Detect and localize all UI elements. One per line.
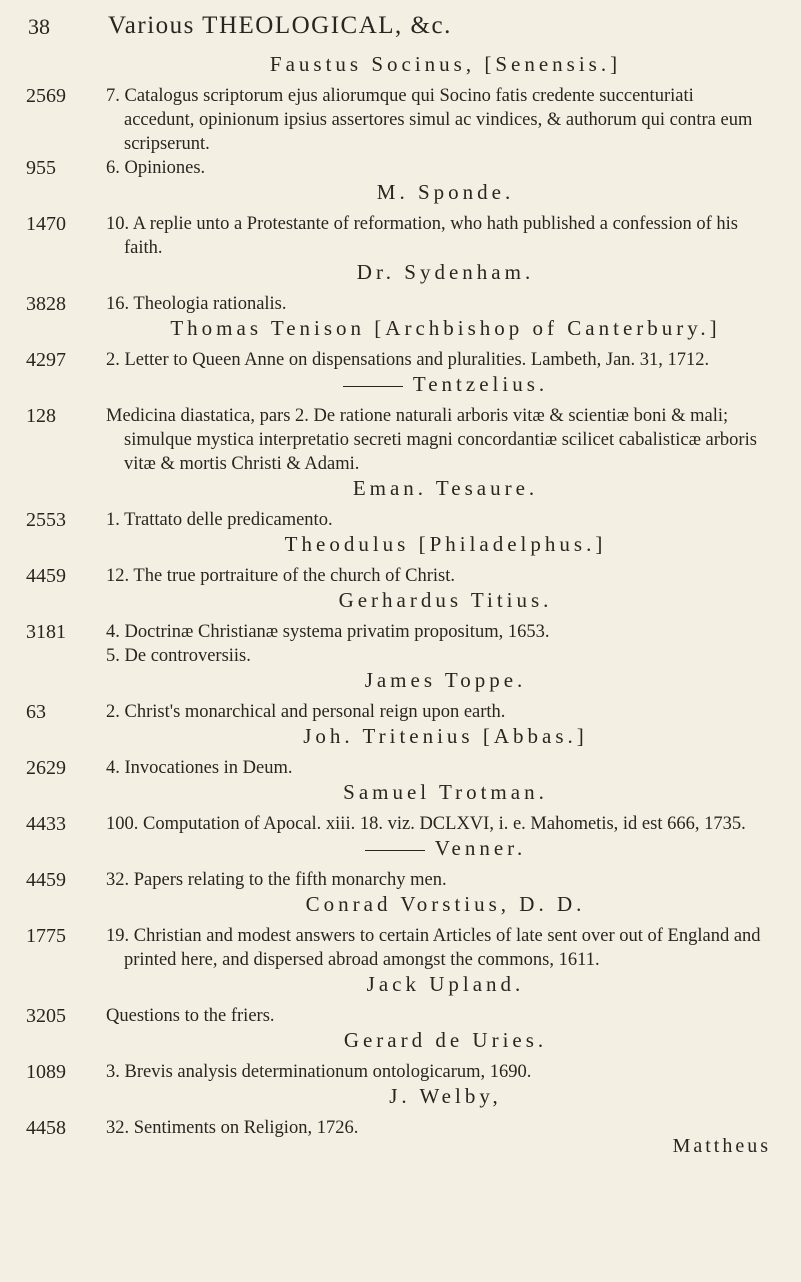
author-name: J. Welby, — [389, 1084, 502, 1108]
author-heading — [0, 372, 801, 404]
author-name: Dr. Sydenham. — [356, 260, 535, 284]
shelf-number: 1089 — [26, 1061, 66, 1083]
entry-text: 32. Papers relating to the fifth monarchy men. — [106, 870, 447, 890]
entry-text: 3. Brevis analysis determinationum ontologicarum, 1690. — [106, 1062, 532, 1082]
shelf-number: 3828 — [26, 293, 66, 315]
entry-text: 12. The true portraiture of the church of Christ. — [106, 566, 455, 586]
entry-text: 6. Opiniones. — [106, 158, 206, 178]
author-heading — [0, 668, 801, 700]
entry-text: 7. Catalogus scriptorum ejus aliorumque qui Socino fatis credente succenturiati accedunt, opinionum ipsius assertores simul ac vindices, & authorum qui contra eum scripserunt. — [106, 86, 753, 154]
entry-text: 2. Letter to Queen Anne on dispensations and pluralities. Lambeth, Jan. 31, 1712. — [106, 350, 710, 370]
shelf-number: 3181 — [26, 621, 66, 643]
shelf-number: 4433 — [26, 813, 66, 835]
catalogue-entry — [0, 348, 801, 372]
author-heading — [0, 52, 801, 84]
catalogue-entry — [0, 644, 801, 668]
ditto-rule — [365, 850, 425, 851]
author-heading — [0, 892, 801, 924]
author-heading — [0, 1084, 801, 1116]
shelf-number: 4458 — [26, 1117, 66, 1139]
catalogue-entry — [0, 756, 801, 780]
author-name: Joh. Tritenius [Abbas.] — [303, 724, 588, 748]
author-heading — [0, 316, 801, 348]
entry-text: 16. Theologia rationalis. — [106, 294, 287, 314]
author-heading — [0, 532, 801, 564]
shelf-number: 3205 — [26, 1005, 66, 1027]
shelf-number: 1775 — [26, 925, 66, 947]
shelf-number: 4459 — [26, 565, 66, 587]
catchword: Mattheus — [672, 1135, 771, 1157]
ditto-rule — [343, 386, 403, 387]
page-header — [0, 8, 801, 48]
entry-text: 100. Computation of Apocal. xiii. 18. viz. DCLXVI, i. e. Mahometis, id est 666, 1735. — [106, 814, 746, 834]
shelf-number: 2629 — [26, 757, 66, 779]
author-name: Faustus Socinus, [Senensis.] — [269, 52, 622, 76]
author-name: Gerhardus Titius. — [338, 588, 553, 612]
catalogue-entry — [0, 924, 801, 972]
author-name: Gerard de Uries. — [343, 1028, 548, 1052]
entry-text: 5. De controversiis. — [106, 646, 251, 666]
catalogue-entry — [0, 700, 801, 724]
shelf-number: 4297 — [26, 349, 66, 371]
author-name: James Toppe. — [364, 668, 527, 692]
author-name: M. Sponde. — [376, 180, 515, 204]
catalogue-entry — [0, 812, 801, 836]
entry-text: 10. A replie unto a Protestante of reformation, who hath published a confession of his faith. — [106, 214, 738, 258]
catalogue-entry — [0, 292, 801, 316]
author-name: Jack Upland. — [366, 972, 525, 996]
catalogue-entry — [0, 1060, 801, 1084]
entry-text: 4. Invocationes in Deum. — [106, 758, 293, 778]
running-title: Various THEOLOGICAL, &c. — [108, 12, 452, 39]
shelf-number: 4459 — [26, 869, 66, 891]
catalogue-entry — [0, 212, 801, 260]
shelf-number: 955 — [26, 157, 56, 179]
author-name: Venner. — [434, 836, 527, 860]
catalogue-entry — [0, 84, 801, 156]
author-heading — [0, 724, 801, 756]
author-heading — [0, 260, 801, 292]
catalogue-entry — [0, 1004, 801, 1028]
author-heading — [0, 476, 801, 508]
author-heading — [0, 588, 801, 620]
page-number: 38 — [28, 14, 50, 39]
author-heading — [0, 972, 801, 1004]
shelf-number: 2553 — [26, 509, 66, 531]
shelf-number: 1470 — [26, 213, 66, 235]
entry-text: 1. Trattato delle predicamento. — [106, 510, 333, 530]
author-name: Conrad Vorstius, D. D. — [305, 892, 586, 916]
entry-text: Questions to the friers. — [106, 1006, 275, 1026]
catalogue-body — [0, 52, 801, 1140]
author-heading — [0, 780, 801, 812]
author-name: Tentzelius. — [412, 372, 549, 396]
author-name: Samuel Trotman. — [343, 780, 548, 804]
entry-text: Medicina diastatica, pars 2. De ratione naturali arboris vitæ & scientiæ boni & mali; simulque mystica interpretatio secreti magni concordantiæ scilicet cabalisticæ arboris vitæ & mortis Christi & Adami. — [106, 406, 757, 474]
catalogue-entry — [0, 156, 801, 180]
catalogue-entry — [0, 404, 801, 476]
author-name: Eman. Tesaure. — [352, 476, 539, 500]
shelf-number: 128 — [26, 405, 56, 427]
author-heading — [0, 180, 801, 212]
author-heading — [0, 836, 801, 868]
entry-text: 19. Christian and modest answers to certain Articles of late sent over out of England and printed here, and dispersed abroad amongst the commons, 1611. — [106, 926, 761, 970]
catalogue-entry — [0, 564, 801, 588]
catalogue-entry — [0, 868, 801, 892]
author-heading — [0, 1028, 801, 1060]
author-name: Theodulus [Philadelphus.] — [284, 532, 607, 556]
author-name: Thomas Tenison [Archbishop of Canterbury.] — [170, 316, 721, 340]
catalogue-entry — [0, 508, 801, 532]
entry-text: 32. Sentiments on Religion, 1726. — [106, 1118, 359, 1138]
catalogue-entry — [0, 620, 801, 644]
entry-text: 4. Doctrinæ Christianæ systema privatim propositum, 1653. — [106, 622, 550, 642]
entry-text: 2. Christ's monarchical and personal reign upon earth. — [106, 702, 506, 722]
shelf-number: 2569 — [26, 85, 66, 107]
shelf-number: 63 — [26, 701, 46, 723]
